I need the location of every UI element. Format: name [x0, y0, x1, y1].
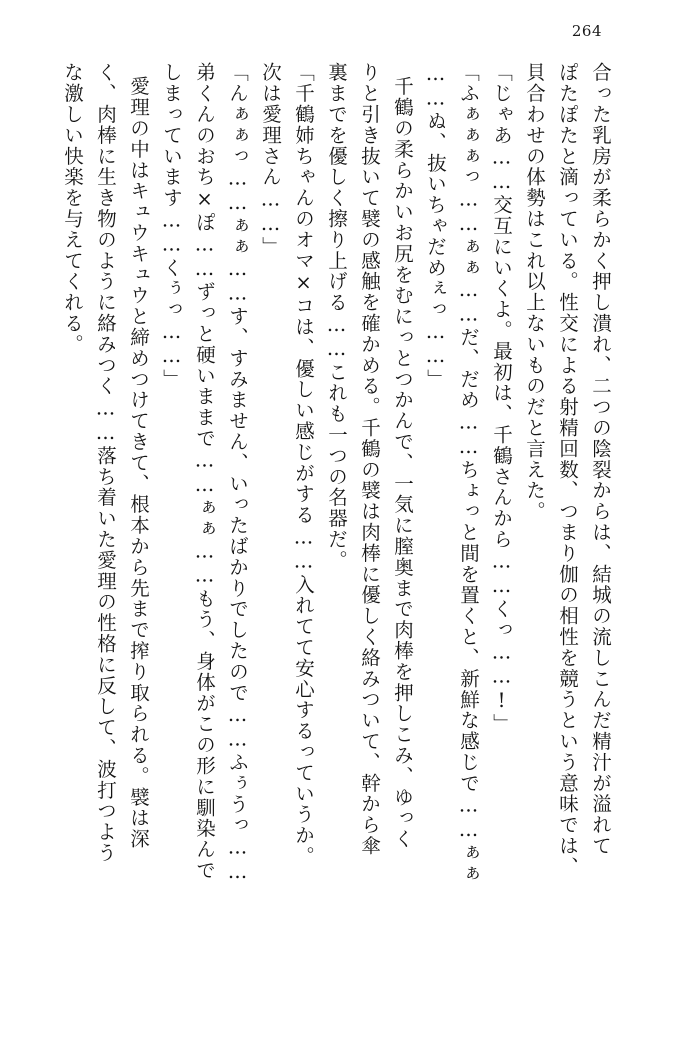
text-column: 裏までを優しく擦り上げる……これも一つの名器だ。 [325, 62, 348, 571]
text-column: 「ふぁぁぁっ……ぁぁ……だ、だめ……ちょっと間を置くと、新鮮な感じで……ぁぁ [457, 62, 480, 885]
text-column: 「千鶴姉ちゃんのオマ×コは、優しい感じがする……入れてて安心するっていうか。 [292, 62, 315, 867]
text-column: 貝合わせの体勢はこれ以上ないものだと言えた。 [523, 62, 546, 522]
text-column: く、肉棒に生き物のように絡みつく……落ち着いた愛理の性格に反して、波打つよう [94, 62, 117, 864]
text-column: 弟くんのおち×ぽ……ずっと硬いままで……ぁぁ……もう、身体がこの形に馴染んで [193, 62, 216, 881]
text-column: 愛理の中はキュウキュウと締めつけてきて、根本から先まで搾り取られる。襞は深 [127, 76, 150, 850]
text-column: ぽたぽたと滴っている。性交による射精回数、つまり伽の相性を競うという意味では、 [556, 62, 579, 878]
text-column: 「んぁぁっ……ぁぁ……す、すみません、いったばかりでしたので……ふぅうっ…… [226, 62, 249, 885]
text-column: な激しい快楽を与えてくれる。 [61, 62, 84, 355]
text-column: 次は愛理さん……」 [259, 62, 282, 258]
text-column: 千鶴の柔らかいお尻をむにっとつかんで、一気に膣奥まで肉棒を押しこみ、ゆっく [391, 76, 414, 850]
text-column: 「じゃあ……交互にいくよ。最初は、千鶴さんから……くっ……!」 [490, 62, 513, 735]
text-column: しまっています……くぅっ……」 [160, 62, 183, 390]
vertical-text-body [44, 62, 610, 997]
text-column: 合った乳房が柔らかく押し潰れ、二つの陰裂からは、結城の流しこんだ精汁が溢れて [589, 62, 612, 857]
text-column: りと引き抜いて襞の感触を確かめる。千鶴の襞は肉棒に優しく絡みついて、幹から傘 [358, 62, 381, 857]
page-number: 264 [571, 22, 602, 40]
text-column: ……ぬ、抜いちゃだめぇっ……」 [424, 62, 447, 390]
